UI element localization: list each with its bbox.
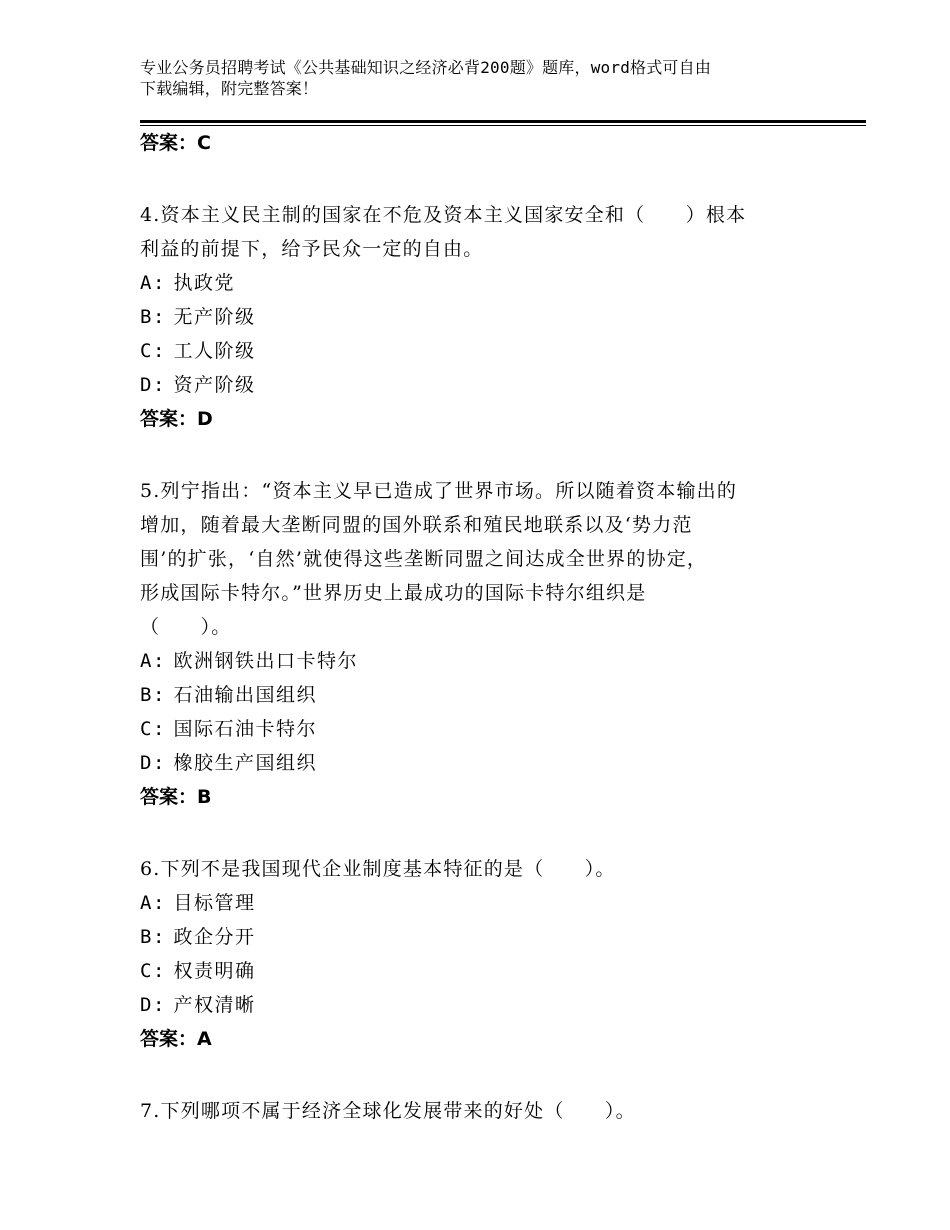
- question-text-line: 增加，随着最大垄断同盟的国外联系和殖民地联系以及‘势力范: [140, 514, 693, 536]
- option-a: A: 欧洲钢铁出口卡特尔: [140, 650, 358, 672]
- document-header: [140, 57, 820, 99]
- question-item: [140, 198, 820, 266]
- question-text-line: （ ）。: [140, 616, 232, 638]
- option-c: C: 工人阶级: [140, 340, 256, 362]
- header-line-2: 下载编辑，附完整答案！: [140, 79, 319, 98]
- question-item: [140, 1094, 820, 1128]
- header-divider-thick: [140, 120, 866, 123]
- question-item: [140, 852, 820, 886]
- option-b: B: 政企分开: [140, 926, 256, 948]
- answer-line: 答案：D: [140, 408, 213, 430]
- question-text-line: 5.列宁指出：“资本主义早已造成了世界市场。所以随着资本输出的: [140, 480, 738, 502]
- option-b: B: 石油输出国组织: [140, 684, 317, 706]
- answer-line: 答案：B: [140, 786, 212, 808]
- question-list: [140, 126, 820, 1128]
- option-d: D: 资产阶级: [140, 374, 256, 396]
- option-b: B: 无产阶级: [140, 306, 256, 328]
- question-text-line: 围’的扩张，‘自然’就使得这些垄断同盟之间达成全世界的协定，: [140, 548, 708, 570]
- option-a: A: 执政党: [140, 272, 235, 294]
- question-text-line: 利益的前提下，给予民众一定的自由。: [140, 238, 484, 260]
- answer-line: 答案：A: [140, 1028, 212, 1050]
- option-d: D: 产权清晰: [140, 994, 256, 1016]
- question-text-line: 6.下列不是我国现代企业制度基本特征的是（ ）。: [140, 858, 616, 880]
- answer-line: 答案：C: [140, 132, 211, 154]
- header-line-1: 专业公务员招聘考试《公共基础知识之经济必背200题》题库，word格式可自由: [140, 58, 712, 77]
- option-d: D: 橡胶生产国组织: [140, 752, 317, 774]
- option-c: C: 权责明确: [140, 960, 256, 982]
- question-text-line: 7.下列哪项不属于经济全球化发展带来的好处（ ）。: [140, 1100, 636, 1122]
- option-a: A: 目标管理: [140, 892, 256, 914]
- question-item: [140, 474, 820, 644]
- question-text-line: 形成国际卡特尔。”世界历史上最成功的国际卡特尔组织是: [140, 582, 647, 604]
- option-c: C: 国际石油卡特尔: [140, 718, 317, 740]
- question-text-line: 4.资本主义民主制的国家在不危及资本主义国家安全和（ ）根本: [140, 204, 747, 226]
